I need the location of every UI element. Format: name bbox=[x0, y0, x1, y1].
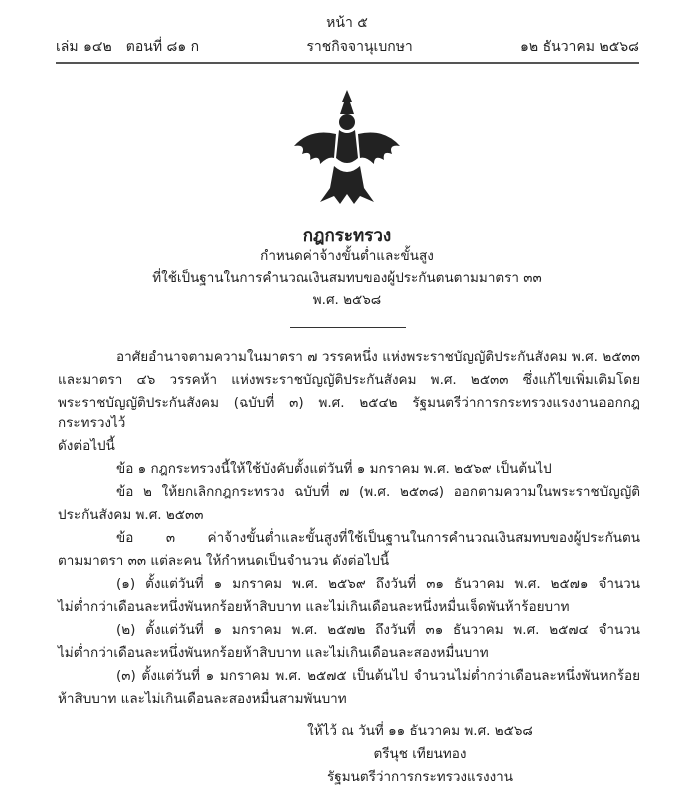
title-line-2: ที่ใช้เป็นฐานในการคำนวณเงินสมทบของผู้ประกันตนตามมาตรา ๓๓ bbox=[152, 270, 542, 286]
header-rule bbox=[56, 62, 639, 64]
body-line: อาศัยอำนาจตามความในมาตรา ๗ วรรคหนึ่ง แห่งพระราชบัญญัติประกันสังคม พ.ศ. ๒๕๓๓ bbox=[116, 349, 640, 365]
signature-block bbox=[270, 721, 570, 787]
clause-2: ข้อ ๒ ให้ยกเลิกกฎกระทรวง ฉบับที่ ๗ (พ.ศ. ๒๕๓๘) ออกตามความในพระราชบัญญัติ bbox=[116, 484, 640, 500]
volume: เล่ม ๑๔๒ bbox=[56, 39, 112, 55]
sub-clause-1: (๑) ตั้งแต่วันที่ ๑ มกราคม พ.ศ. ๒๕๖๙ ถึงวันที่ ๓๑ ธันวาคม พ.ศ. ๒๕๗๑ จำนวน bbox=[116, 576, 640, 592]
title-line-3: พ.ศ. ๒๕๖๘ bbox=[312, 292, 382, 308]
title-line-1: กำหนดค่าจ้างขั้นต่ำและขั้นสูง bbox=[260, 248, 434, 264]
clause-3: ข้อ ๓ ค่าจ้างขั้นต่ำและขั้นสูงที่ใช้เป็นฐานในการคำนวณเงินสมทบของผู้ประกันตน bbox=[116, 530, 640, 546]
document-body bbox=[58, 347, 640, 790]
volume-issue-group bbox=[56, 36, 199, 58]
title-rule bbox=[290, 327, 406, 328]
clause-1: ข้อ ๑ กฎกระทรวงนี้ให้ใช้บังคับตั้งแต่วันที่ ๑ มกราคม พ.ศ. ๒๕๖๙ เป็นต้นไป bbox=[116, 461, 552, 477]
garuda-emblem-icon bbox=[290, 88, 404, 206]
publication-name: ราชกิจจานุเบกษา bbox=[306, 39, 413, 55]
sub-clause-2: (๒) ตั้งแต่วันที่ ๑ มกราคม พ.ศ. ๒๕๗๒ ถึงวันที่ ๓๑ ธันวาคม พ.ศ. ๒๕๗๔ จำนวน bbox=[116, 622, 640, 638]
signer-position: รัฐมนตรีว่าการกระทรวงแรงงาน bbox=[327, 769, 513, 785]
body-line: ดังต่อไปนี้ bbox=[58, 438, 115, 454]
body-line: ไม่ต่ำกว่าเดือนละหนึ่งพันหกร้อยห้าสิบบาท และไม่เกินเดือนละสองหมื่นบาท bbox=[58, 645, 489, 661]
gazette-header bbox=[56, 36, 639, 58]
body-line: พระราชบัญญัติประกันสังคม (ฉบับที่ ๓) พ.ศ. ๒๕๔๒ รัฐมนตรีว่าการกระทรวงแรงงานออกกฎกระทรวงไว้ bbox=[58, 395, 640, 431]
page-number: หน้า ๕ bbox=[326, 15, 368, 31]
body-line: ไม่ต่ำกว่าเดือนละหนึ่งพันหกร้อยห้าสิบบาท และไม่เกินเดือนละหนึ่งหมื่นเจ็ดพันห้าร้อยบาท bbox=[58, 599, 570, 615]
body-line: และมาตรา ๔๖ วรรคห้า แห่งพระราชบัญญัติประกันสังคม พ.ศ. ๒๕๓๓ ซึ่งแก้ไขเพิ่มเติมโดย bbox=[58, 372, 640, 388]
given-date: ให้ไว้ ณ วันที่ ๑๑ ธันวาคม พ.ศ. ๒๕๖๘ bbox=[307, 723, 533, 739]
signer-name: ตรีนุช เทียนทอง bbox=[373, 746, 467, 762]
document-title: กฎกระทรวง bbox=[302, 226, 392, 246]
body-line: ห้าสิบบาท และไม่เกินเดือนละสองหมื่นสามพันบาท bbox=[58, 691, 347, 707]
issue: ตอนที่ ๘๑ ก bbox=[125, 39, 200, 55]
gazette-date: ๑๒ ธันวาคม ๒๕๖๘ bbox=[520, 39, 639, 55]
body-line: ประกันสังคม พ.ศ. ๒๕๓๓ bbox=[58, 507, 204, 523]
sub-clause-3: (๓) ตั้งแต่วันที่ ๑ มกราคม พ.ศ. ๒๕๗๕ เป็นต้นไป จำนวนไม่ต่ำกว่าเดือนละหนึ่งพันหกร้อย bbox=[116, 668, 640, 684]
body-line: ตามมาตรา ๓๓ แต่ละคน ให้กำหนดเป็นจำนวน ดังต่อไปนี้ bbox=[58, 553, 390, 569]
